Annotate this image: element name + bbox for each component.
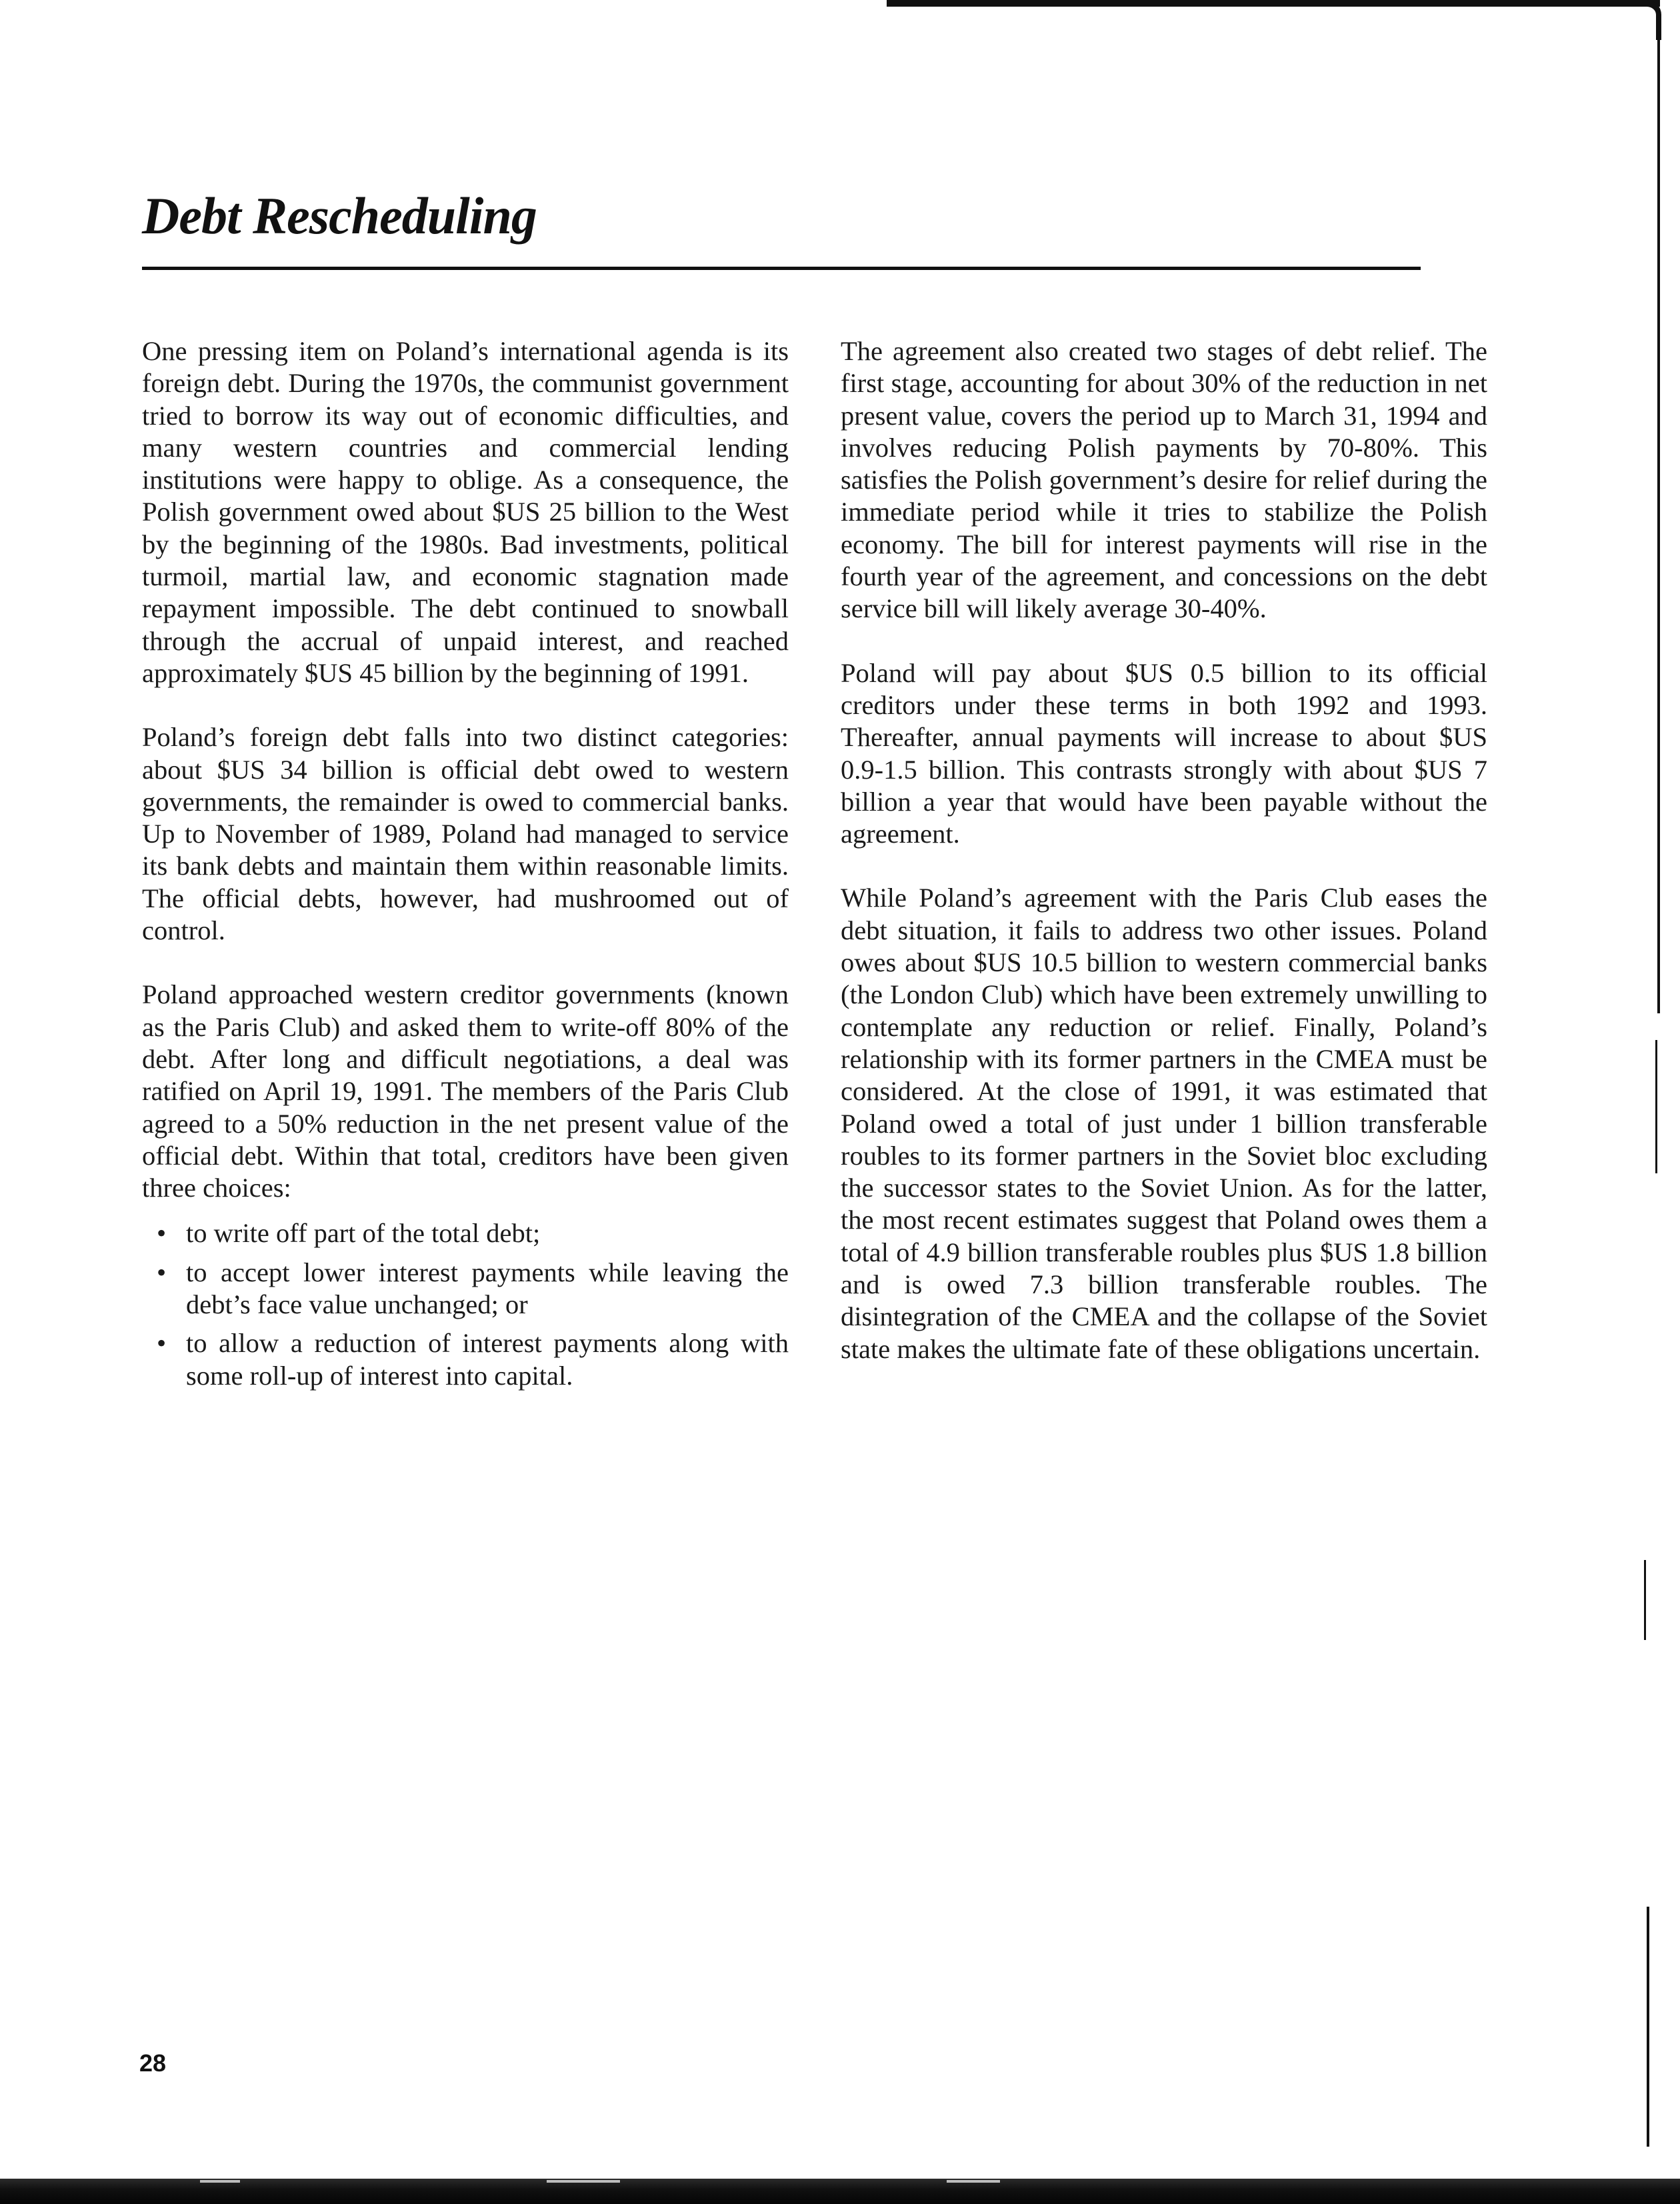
scan-speck [947,2180,1000,2183]
paragraph: While Poland’s agreement with the Paris Club eases the debt situation, it fails to address two other issues. Poland owes about $US 10.5 billion to western commercial banks (the London Club) which have been extremely unwilling to contemplate any reduction or relief. Finally, Poland’s relationship with its former partners in the CMEA must be considered. At the close of 1991, it was estimated that Poland owed a total of just under 1 billion transferable roubles to its former partners in the Soviet bloc excluding the successor states to the Soviet Union. As for the latter, the most recent estimates suggest that Poland owes them a total of 4.9 billion transferable roubles plus $US 1.8 billion and is owed 7.3 billion transferable roubles. The disintegration of the CMEA and the collapse of the Soviet state makes the ultimate fate of these obligations uncertain. [841,883,1487,1364]
scan-edge-right [1647,1907,1649,2147]
right-column [841,335,1487,1397]
scan-edge-bottom [0,2179,1680,2204]
paragraph: Poland will pay about $US 0.5 billion to its official creditors under these terms in both 1992 and 1993. Thereafter, annual payments will increase to about $US 0.9-1.5 billion. This contrasts strongly with about $US 7 billion a year that would have been payable without the agreement. [841,657,1487,849]
page-title: Debt Rescheduling [142,187,537,245]
paragraph: The agreement also created two stages of debt relief. The first stage, accounting for about 30% of the reduction in net present value, covers the period up to March 31, 1994 and involves reducing Polish payments by 70-80%. This satisfies the Polish government’s desire for relief during the immediate period while it tries to stabilize the Polish economy. The bill for interest payments will rise in the fourth year of the agreement, and concessions on the debt service bill will likely average 30-40%. [841,336,1487,624]
bullet-list [142,1217,789,1391]
scan-edge-right [1644,1560,1646,1640]
scan-speck [547,2180,620,2183]
bullet-item: • to write off part of the total debt; [186,1217,789,1249]
scan-edge-right [1657,27,1660,1013]
bullet-item: • to accept lower interest payments while leaving the debt’s face value unchanged; or [186,1257,789,1321]
paragraph: Poland’s foreign debt falls into two distinct categories: about $US 34 billion is official debt owed to western governments, the remainder is owed to commercial banks. Up to November of 1989, Poland had managed to service its bank debts and maintain them within reasonable limits. The official debts, however, had mushroomed out of control. [142,722,789,946]
scan-edge-right [1655,1040,1657,1173]
title-rule [142,267,1421,270]
page-number: 28 [139,2049,167,2077]
bullet-item: • to allow a reduction of interest payments along with some roll-up of interest into capital. [186,1327,789,1392]
scan-speck [200,2180,240,2183]
left-column [142,335,789,1399]
paragraph: Poland approached western creditor governments (known as the Paris Club) and asked them to write-off 80% of the debt. After long and difficult negotiations, a deal was ratified on April 19, 1991. The members of the Paris Club agreed to a 50% reduction in the net present value of the official debt. Within that total, creditors have been given three choices: [142,979,789,1203]
paragraph: One pressing item on Poland’s international agenda is its foreign debt. During the 1970s, the communist government tried to borrow its way out of economic difficulties, and many western countries and commercial lending institutions were happy to oblige. As a consequence, the Polish government owed about $US 25 billion to the West by the beginning of the 1980s. Bad investments, political turmoil, martial law, and economic stagnation made repayment impossible. The debt continued to snowball through the accrual of unpaid interest, and reached approximately $US 45 billion by the beginning of 1991. [142,336,789,688]
scan-edge-top [887,0,1660,7]
